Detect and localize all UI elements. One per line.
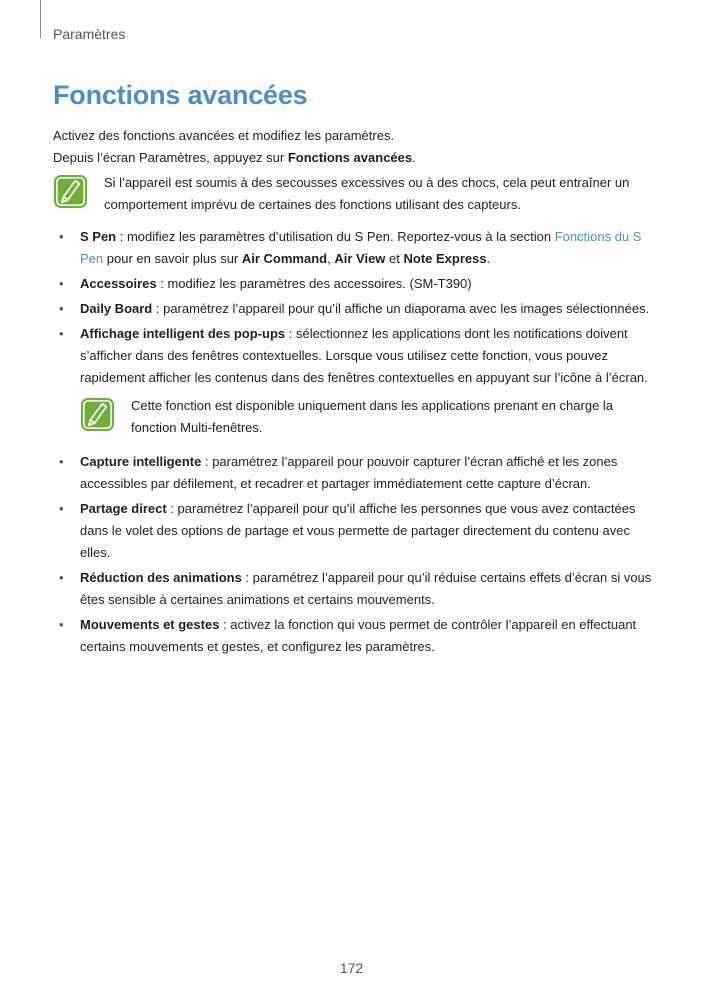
note-pen-icon (53, 174, 88, 209)
list-item-direct-share (53, 498, 653, 564)
item-term: Daily Board (80, 301, 153, 316)
item-text: : modifiez les paramètres d’utilisation du S Pen. Reportez-vous à la section (116, 229, 555, 244)
top-note (53, 172, 653, 216)
intro-line-2-bold: Fonctions avancées (287, 150, 413, 165)
page-content (53, 125, 653, 661)
item-text: : sélectionnez les applications dont les notifications doivent s’afficher dans des fenêtres contextuelles. Lorsque vous utilisez cette fonction, vous pouvez rapidement afficher les contenus dans des fenêtres contextuelles en appuyant sur l’icône à l’écran. (80, 326, 648, 385)
feature-list (53, 226, 653, 658)
item-term: Partage direct (80, 501, 167, 516)
s-pen-section-link[interactable]: Fonctions du S Pen (80, 229, 642, 266)
intro-line-2-suffix: . (412, 150, 416, 165)
bullet-icon: • (59, 454, 64, 469)
item-term: Mouvements et gestes (80, 617, 220, 632)
list-item-smart-popup (53, 323, 653, 439)
list-item-motions-gestures (53, 614, 653, 658)
item-term: Capture intelligente (80, 454, 202, 469)
item-text: . (486, 251, 491, 266)
bullet-icon: • (59, 276, 64, 291)
list-item-s-pen (53, 226, 653, 270)
nested-note-text: Cette fonction est disponible uniquement dans les applications prenant en charge la fonction Multi-fenêtres. (131, 398, 614, 435)
page-title: Fonctions avancées (53, 80, 308, 110)
intro-line-2 (53, 147, 653, 169)
bullet-icon: • (59, 617, 64, 632)
item-bold: Air Command (241, 251, 328, 266)
list-item-daily-board (53, 298, 653, 320)
item-text: : paramétrez l’appareil pour qu’il affiche les personnes que vous avez contactées dans le volet des options de partage et vous permette de partager directement du contenu avec elles. (80, 501, 636, 560)
item-text: : activez la fonction qui vous permet de contrôler l’appareil en effectuant certains mouvements et gestes, et configurez les paramètres. (80, 617, 637, 654)
list-item-accessoires (53, 273, 653, 295)
item-text: : paramétrez l’appareil pour qu’il affiche un diaporama avec les images sélectionnées. (152, 301, 650, 316)
item-text: , (327, 251, 335, 266)
list-item-smart-capture (53, 451, 653, 495)
item-text: : paramétrez l’appareil pour pouvoir capturer l’écran affiché et les zones accessibles par défilement, et recadrer et partager immédiatement cette capture d’écran. (80, 454, 618, 491)
header-section-label: Paramètres (53, 26, 126, 42)
intro-line-2-prefix: Depuis l’écran Paramètres, appuyez sur (53, 150, 288, 165)
item-term: Affichage intelligent des pop-ups (80, 326, 286, 341)
bullet-icon: • (59, 326, 64, 341)
item-text: : paramétrez l’appareil pour qu’il réduise certains effets d’écran si vous êtes sensible à certaines animations et certains mouvements. (80, 570, 652, 607)
item-bold: Note Express (403, 251, 487, 266)
page-number: 172 (339, 960, 364, 976)
top-note-text: Si l’appareil est soumis à des secousses excessives ou à des chocs, cela peut entraîner un comportement imprévu de certaines des fonctions utilisant des capteurs. (104, 175, 630, 212)
item-term: Réduction des animations (80, 570, 242, 585)
bullet-icon: • (59, 229, 64, 244)
item-term: S Pen (80, 229, 117, 244)
page-margin-rule (40, 0, 41, 38)
note-pen-icon (80, 397, 115, 432)
bullet-icon: • (59, 301, 64, 316)
item-text: pour en savoir plus sur (103, 251, 242, 266)
item-term: Accessoires (80, 276, 157, 291)
intro-line-1: Activez des fonctions avancées et modifiez les paramètres. (53, 128, 395, 143)
nested-note (80, 395, 653, 439)
bullet-icon: • (59, 501, 64, 516)
list-item-reduce-animations (53, 567, 653, 611)
item-text: : modifiez les paramètres des accessoires. (SM-T390) (156, 276, 472, 291)
bullet-icon: • (59, 570, 64, 585)
item-bold: Air View (334, 251, 386, 266)
item-text: et (385, 251, 404, 266)
